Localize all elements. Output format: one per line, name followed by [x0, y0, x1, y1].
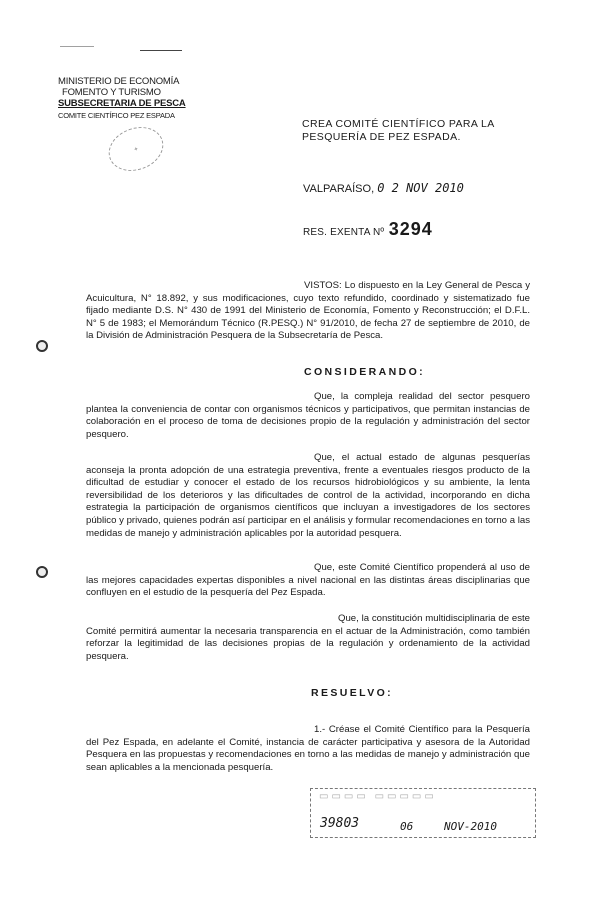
date-stamp: 0 2 NOV 2010	[377, 181, 464, 195]
title-line-2: PESQUERÍA DE PEZ ESPADA.	[302, 131, 461, 143]
comite-label: COMITE CIENTÍFICO PEZ ESPADA	[58, 111, 175, 120]
seal-stamp: ✦	[103, 120, 170, 179]
place-date	[303, 181, 464, 195]
place: VALPARAÍSO,	[303, 183, 375, 195]
considerando-heading: CONSIDERANDO:	[304, 366, 426, 378]
ministry-name: MINISTERIO DE ECONOMÍA	[58, 76, 180, 87]
title-line-1: CREA COMITÉ CIENTÍFICO PARA LA	[302, 118, 495, 130]
ministry-subtitle: FOMENTO Y TURISMO	[62, 87, 161, 98]
subsecretaria: SUBSECRETARIA DE PESCA	[58, 98, 186, 109]
vistos-paragraph: VISTOS: Lo dispuesto en la Ley General de Pesca y Acuicultura, N° 18.892, y sus modificaciones, cuyo texto refundido, coordinado y sistematizado fue fijado mediante D.S. N° 430 de 1991 del Ministerio de Economía, Fomento y Reconstrucción; el D.F.L. N° 5 de 1983; el Memorándum Técnico (R.PESQ.) N° 91/2010, de fecha 27 de septiembre de 2010, de la División de Administración Pesquera de la Subsecretaría de Pesca.	[86, 280, 530, 342]
considerando-paragraph-4: Que, la constitución multidisciplinaria de este Comité permitirá aumentar la necesaria transparencia en el actuar de la Administración, como también reforzar la legitimidad de las decisiones propias de la regulación y ordenamiento de la actividad pesquera.	[86, 613, 530, 662]
stamp-header: ▭▭▭▭ ▭▭▭▭▭	[319, 791, 437, 802]
ministry-header	[58, 76, 186, 121]
stamp-day: 06	[400, 820, 414, 833]
punch-hole	[36, 340, 48, 352]
scan-mark	[60, 46, 94, 47]
stamp-number: 39803	[320, 816, 360, 831]
considerando-paragraph-3: Que, este Comité Científico propenderá al uso de las mejores capacidades expertas disponibles a nivel nacional en las distintas áreas disciplinarias que confluyen en el estudio de la pesquería del Pez Espada.	[86, 562, 530, 599]
stamp-month-year: NOV-2010	[444, 820, 497, 833]
punch-hole	[36, 566, 48, 578]
considerando-paragraph-2: Que, el actual estado de algunas pesquerías aconseja la pronta adopción de una estrategia preventiva, frente a eventuales riesgos producto de la dificultad de estudiar y conocer el estado de los recursos hidrobiológicos y su ambiente, la lenta reversibilidad de los deterioros y las dificultades de control de la actividad, incorporando en dicha estrategia la participación de organismos científicos que incluyan a investigadores de los sectores público y privado, quienes podrán así participar en el análisis y formular recomendaciones en torno a las medidas de manejo y administración aplicables por la autoridad pesquera.	[86, 452, 530, 539]
resolution-label: RES. EXENTA Nº	[303, 227, 385, 238]
document-title	[302, 118, 495, 144]
considerando-paragraph-1: Que, la compleja realidad del sector pesquero plantea la conveniencia de contar con organismos técnicos y participativos, que permitan instancias de colaboración en el proceso de toma de decisiones propio de la regulación y administración del sector pesquero.	[86, 391, 530, 440]
resuelvo-item-1: 1.- Créase el Comité Científico para la Pesquería del Pez Espada, en adelante el Comité, instancia de carácter participativa y asesora de la Autoridad Pesquera en las propuestas y recomendaciones en torno a las medidas de manejo y administración que sean aplicables a la mencionada pesquería.	[86, 724, 530, 773]
resolution-number	[303, 219, 433, 240]
scan-mark	[140, 50, 182, 51]
resuelvo-heading: RESUELVO:	[311, 687, 394, 699]
resolution-value: 3294	[388, 219, 433, 239]
